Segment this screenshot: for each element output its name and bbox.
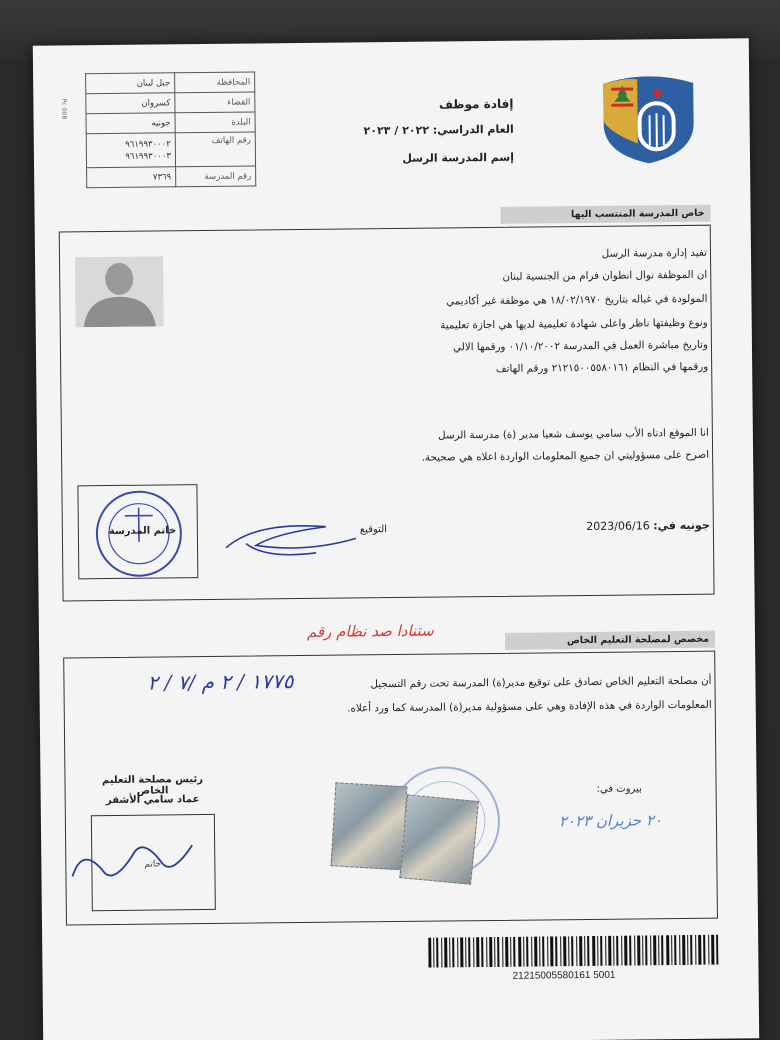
section2-line-2: المعلومات الواردة في هذه الإفادة وهي على مسؤولية مدير(ة) المدرسة كما ورد أعلاه.	[347, 698, 712, 715]
info-key: المحافظة	[175, 72, 255, 93]
info-key: رقم المدرسة	[176, 166, 256, 187]
section2-line-1: أن مصلحة التعليم الخاص تصادق على توقيع مدير(ة) المدرسة تحت رقم التسجيل	[370, 674, 712, 691]
place-date-label: جونيه في:	[653, 518, 710, 533]
barcode-number: 21215005580161 5001	[512, 969, 616, 982]
body-line-1: تفيد إدارة مدرسة الرسل	[601, 246, 708, 260]
school-stamp-box	[77, 484, 198, 579]
school-stamp-label: خاتم المدرسة	[108, 525, 177, 538]
handwritten-note: ستنادا صد نظام رقم	[306, 621, 434, 641]
place-date-line	[586, 519, 710, 533]
info-key: القضاء	[175, 92, 255, 113]
table-row	[86, 132, 255, 168]
school-year: العام الدراسي: ٢٠٢٢ / ٢٠٢٣	[363, 122, 514, 138]
body-line-3: المولودة في غباله بتاريخ ١٨/٠٢/١٩٧٠ هي موظفة غير أكاديمي	[446, 292, 708, 308]
signature-label: التوقيع	[359, 524, 388, 536]
school-name-line: إسم المدرسة الرسل	[402, 150, 515, 165]
head-name: عماد سامي الأشقر	[105, 794, 200, 807]
place-label-beirut: بيروت في:	[596, 783, 642, 795]
table-row	[86, 112, 255, 134]
head-title: رئيس مصلحة التعليم الخاص	[101, 774, 204, 797]
person-silhouette-icon	[75, 256, 164, 327]
ministry-logo-icon	[597, 73, 700, 164]
body-line-6: ورقمها في النظام ٢١٢١٥٠٠٥٥٨٠١٦١ ورقم الهاتف	[495, 360, 709, 375]
official-stamp-box	[91, 814, 216, 911]
section2-title: مخصص لمصلحة التعليم الخاص	[505, 631, 715, 650]
barcode-icon	[428, 935, 718, 968]
table-row	[86, 92, 255, 114]
official-stamp-label: خاتم	[144, 859, 162, 870]
director-signature-icon	[216, 512, 367, 564]
handwritten-registration: ١٧٧٥ / ٢ م /٧ / ٢	[147, 669, 294, 695]
fiscal-stamp-1	[331, 782, 408, 870]
body-line-2: ان الموظفة نوال انطوان فرام من الجنسية لبنان	[502, 268, 708, 283]
declaration-line-2: اصرح على مسؤوليتي ان جميع المعلومات الواردة اعلاه هي صحيحة.	[421, 448, 710, 464]
fiscal-stamp-2	[399, 794, 479, 884]
info-key: البلدة	[175, 112, 255, 133]
side-code: Pr. 008	[60, 98, 68, 120]
document-date: 2023/06/16	[586, 519, 650, 534]
info-table	[85, 71, 256, 188]
head-signature-icon	[62, 825, 213, 897]
body-line-5: وتاريخ مباشرة العمل في المدرسة ٠١/١٠/٢٠٠٢ ورقمها الالي	[453, 338, 709, 354]
table-row	[87, 166, 256, 188]
info-value: كسروان	[86, 93, 175, 114]
section1-title: خاص المدرسة المنتسب اليها	[500, 205, 710, 224]
info-value: جونيه	[86, 113, 175, 134]
table-row	[86, 72, 255, 94]
info-value: جبل لبنان	[86, 73, 175, 94]
info-key: رقم الهاتف	[175, 132, 255, 167]
document-title: إفادة موظف	[438, 96, 514, 112]
stamped-date: ٢٠ حزيران ٢٠٢٣	[558, 811, 663, 831]
document-page	[33, 38, 759, 1040]
body-line-4: ونوع وظيفتها ناظر واعلى شهادة تعليمية لديها هي اجازة تعليمية	[440, 316, 708, 332]
info-value: ٩٦١٩٩٣٠٠٠٢ ٩٦١٩٩٣٠٠٠٣	[86, 133, 175, 168]
employee-photo	[75, 256, 164, 327]
declaration-line-1: انا الموقع ادناه الأب سامي يوسف شعيا مدير (ة) مدرسة الرسل	[438, 426, 709, 442]
info-value: ٧٣٦٩	[87, 167, 176, 188]
